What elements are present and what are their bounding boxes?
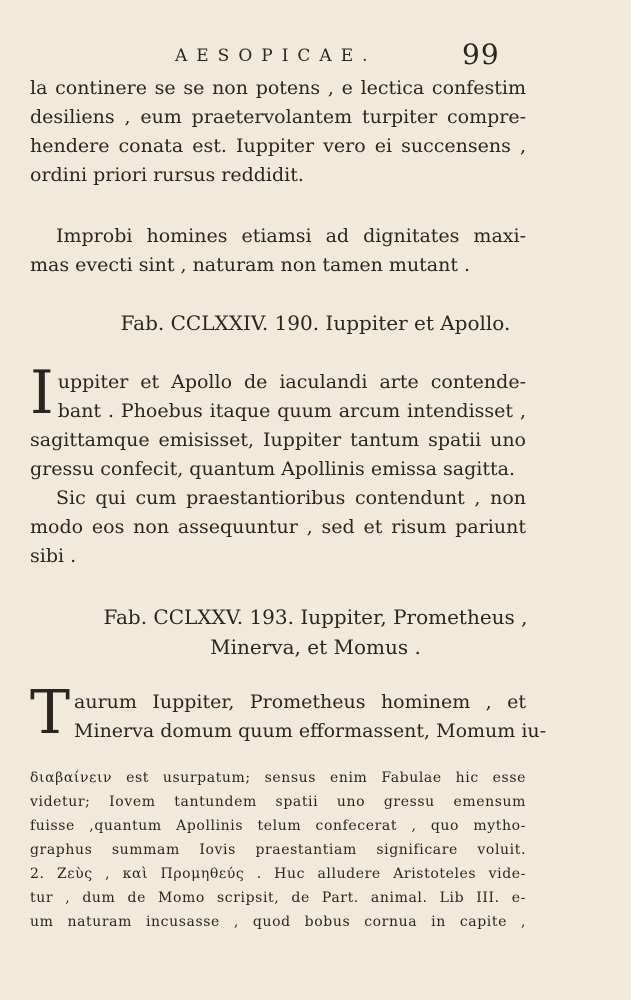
- note-line: videtur; Iovem tantundem spatii uno gressu emensum: [30, 794, 526, 810]
- moral-paragraph: [30, 222, 526, 280]
- text-line: hendere conata est. Iuppiter vero ei succensens ,: [30, 135, 526, 157]
- note-line: graphus summam Iovis praestantiam significare voluit.: [30, 842, 526, 858]
- footnotes: [30, 766, 526, 934]
- text-line: modo eos non assequuntur , sed et risum pariunt: [30, 516, 526, 538]
- text-line: bant . Phoebus itaque quum arcum intendisset ,: [57, 400, 526, 422]
- note-line: 2. Ζεὺς , καὶ Προμηθεύς . Huc alludere Aristoteles vide-: [30, 866, 526, 882]
- text-line: uppiter et Apollo de iaculandi arte contende-: [57, 371, 526, 393]
- text-line: mas evecti sint , naturam non tamen mutant .: [30, 254, 471, 276]
- fable-title: Fab. CCLXXIV. 190. Iuppiter et Apollo.: [120, 311, 511, 335]
- note-line: um naturam incusasse , quod bobus cornua in capite ,: [30, 914, 526, 930]
- note-line: διαβαίνειν est usurpatum; sensus enim Fabulae hic esse: [30, 770, 526, 786]
- note-line: fuisse ,quantum Apollinis telum confecerat , quo mytho-: [30, 818, 526, 834]
- text-line: sibi .: [30, 545, 77, 567]
- text-line: Improbi homines etiamsi ad dignitates maxi-: [56, 225, 526, 247]
- text-line: Sic qui cum praestantioribus contendunt , non: [56, 487, 526, 509]
- note-line: tur , dum de Momo scripsit, de Part. animal. Lib III. e-: [30, 890, 526, 906]
- paragraph-continued: [30, 74, 526, 190]
- text-line: Minerva domum quum efformassent, Momum iu-: [74, 720, 547, 742]
- running-head: AESOPICAE.: [175, 46, 377, 66]
- drop-cap: T: [30, 678, 71, 748]
- drop-cap: I: [30, 358, 54, 428]
- text-line: sagittamque emisisset, Iuppiter tantum spatii uno: [30, 429, 526, 451]
- fable-title-line2: Minerva, et Momus .: [210, 635, 421, 659]
- text-line: gressu confecit, quantum Apollinis emissa sagitta.: [30, 458, 516, 480]
- text-line: aurum Iuppiter, Prometheus hominem , et: [74, 691, 526, 713]
- text-line: la continere se se non potens , e lectica confestim: [30, 77, 526, 99]
- fable-text: [30, 678, 547, 748]
- page-number: 99: [462, 38, 500, 71]
- fable-title: Fab. CCLXXV. 193. Iuppiter, Prometheus ,: [103, 605, 528, 629]
- text-line: desiliens , eum praetervolantem turpiter compre-: [30, 106, 526, 128]
- fable-text: [30, 358, 526, 571]
- text-line: ordini priori rursus reddidit.: [30, 164, 304, 186]
